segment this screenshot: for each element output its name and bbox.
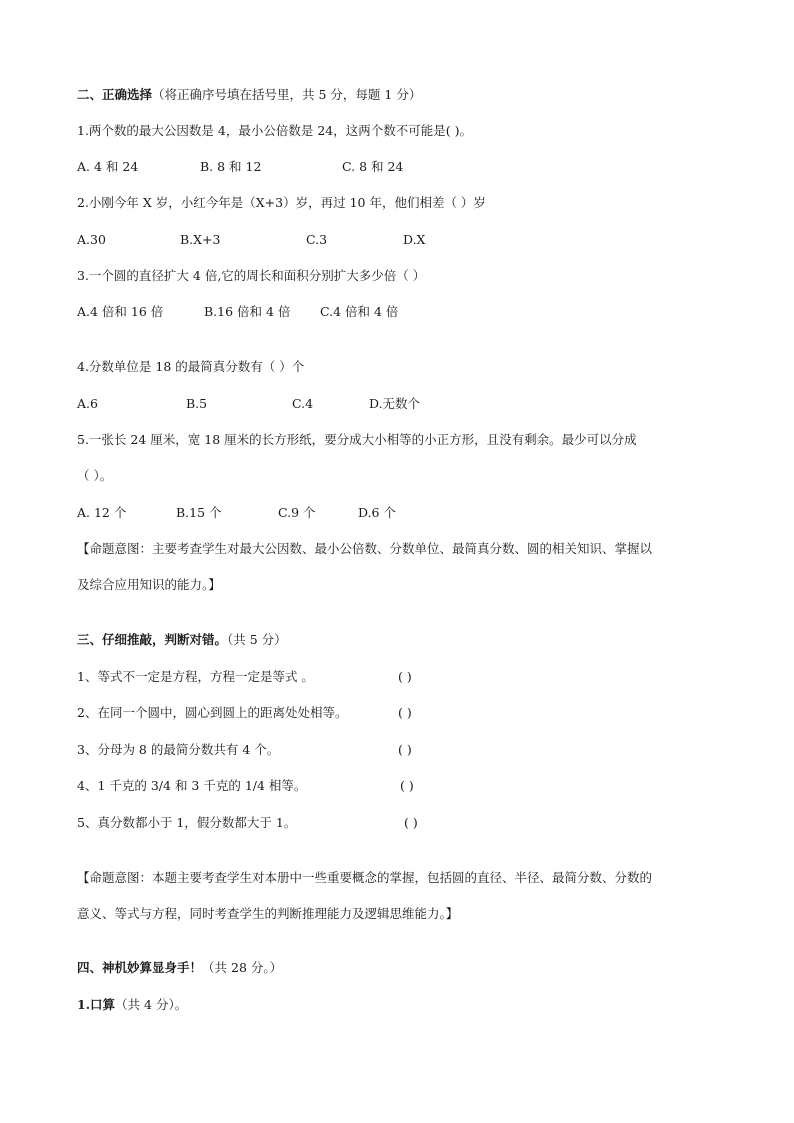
question-4-stem: 4.分数单位是 18 的最简真分数有（ ）个 [77, 359, 305, 374]
judge-item-2-answer-bracket[interactable]: ( ) [398, 705, 412, 720]
section-4-sub-heading [77, 997, 187, 1013]
question-1-option-c: C. 8 和 24 [342, 159, 404, 174]
question-5-stem: 5.一张长 24 厘米，宽 18 厘米的长方形纸，要分成大小相等的小正方形，且没有剩余。最少可以分成 [77, 432, 637, 447]
question-4-option-a: A.6 [77, 396, 98, 411]
question-5-stem-continued: （ ）。 [77, 468, 113, 483]
question-4-option-b: B.5 [186, 396, 208, 411]
section-3-intent-line-1: 【命题意图：本题主要考查学生对本册中一些重要概念的掌握，包括圆的直径、半径、最简分数、分数的 [77, 870, 653, 885]
section-4-sub-note: （共 4 分）。 [115, 997, 188, 1012]
section-2-heading [77, 87, 421, 103]
judge-item-1-answer-bracket[interactable]: ( ) [398, 669, 412, 684]
question-2-option-b: B.X+3 [180, 232, 221, 247]
question-5-option-b: B.15 个 [176, 505, 222, 520]
section-2-intent-line-1: 【命题意图：主要考查学生对最大公因数、最小公倍数、分数单位、最简真分数、圆的相关知识、掌握以 [77, 541, 653, 556]
section-3-note: （共 5 分） [227, 632, 287, 647]
judge-item-3-text: 3、分母为 8 的最简分数共有 4 个。 [77, 742, 280, 757]
question-1-stem: 1.两个数的最大公因数是 4，最小公倍数是 24，这两个数不可能是( )。 [77, 123, 472, 138]
question-5-option-a: A. 12 个 [77, 505, 127, 520]
question-3-option-c: C.4 倍和 4 倍 [320, 304, 399, 319]
section-2-intent-line-2: 及综合应用知识的能力。】 [77, 577, 221, 592]
judge-item-4-answer-bracket[interactable]: ( ) [400, 778, 414, 793]
section-4-note: （共 28 分。） [202, 960, 283, 975]
judge-item-4-text: 4、1 千克的 3/4 和 3 千克的 1/4 相等。 [77, 778, 307, 793]
section-2-title: 二、正确选择 [77, 87, 153, 102]
judge-item-5-text: 5、真分数都小于 1，假分数都大于 1。 [77, 815, 297, 830]
question-3-option-a: A.4 倍和 16 倍 [77, 304, 164, 319]
section-4-heading [77, 960, 282, 976]
question-1-option-a: A. 4 和 24 [77, 159, 139, 174]
section-2-note: （将正确序号填在括号里，共 5 分，每题 1 分） [152, 87, 422, 102]
section-3-title: 三、仔细推敲，判断对错。 [77, 632, 228, 647]
question-2-option-a: A.30 [77, 232, 106, 247]
question-3-stem: 3.一个圆的直径扩大 4 倍,它的周长和面积分别扩大多少倍（ ） [77, 268, 426, 283]
question-2-stem: 2.小刚今年 X 岁，小红今年是（X+3）岁，再过 10 年，他们相差（ ）岁 [77, 195, 486, 210]
question-2-option-d: D.X [403, 232, 426, 247]
question-4-option-c: C.4 [292, 396, 314, 411]
section-3-heading [77, 632, 287, 648]
question-2-option-c: C.3 [306, 232, 328, 247]
section-4-sub-title: 1.口算 [77, 997, 116, 1012]
judge-item-1-text: 1、等式不一定是方程，方程一定是等式 。 [77, 669, 314, 684]
question-3-option-b: B.16 倍和 4 倍 [204, 304, 291, 319]
question-4-option-d: D.无数个 [369, 396, 421, 411]
section-4-title: 四、神机妙算显身手！ [77, 960, 203, 975]
judge-item-2-text: 2、在同一个圆中，圆心到圆上的距离处处相等。 [77, 705, 348, 720]
section-3-intent-line-2: 意义、等式与方程，同时考查学生的判断推理能力及逻辑思维能力。】 [77, 906, 459, 921]
question-5-option-c: C.9 个 [278, 505, 316, 520]
judge-item-3-answer-bracket[interactable]: ( ) [398, 742, 412, 757]
question-5-option-d: D.6 个 [358, 505, 396, 520]
judge-item-5-answer-bracket[interactable]: ( ) [404, 815, 418, 830]
question-1-option-b: B. 8 和 12 [200, 159, 262, 174]
